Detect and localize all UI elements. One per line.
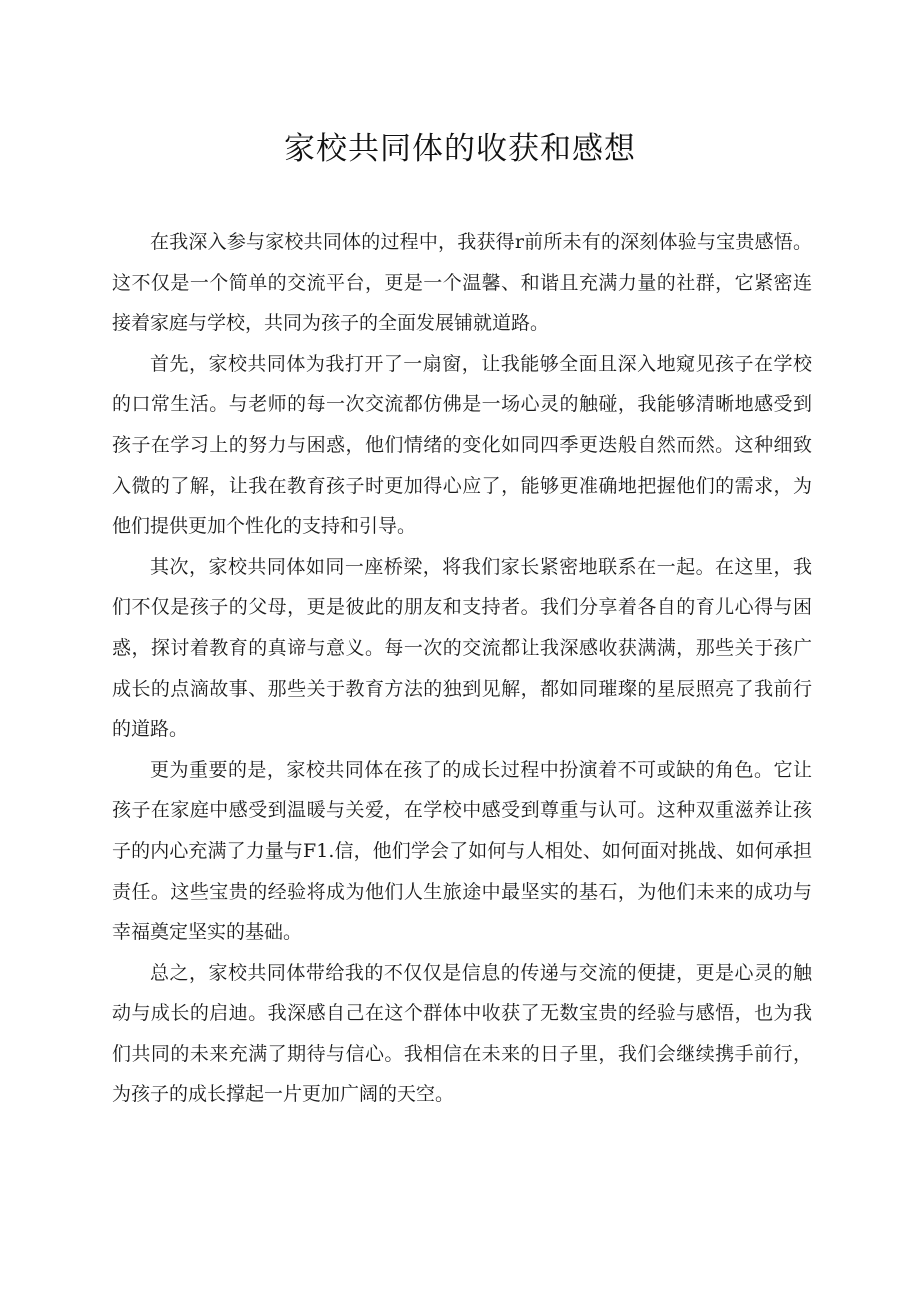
document-title: 家校共同体的收获和感想 [284,131,636,167]
paragraph-second: 其次，家校共同体如同一座桥梁，将我们家长紧密地联系在一起。在这里，我们不仅是孩子的父母，更是彼此的朋友和支持者。我们分享着各自的育儿心得与困惑，探讨着教育的真谛与意义。每一次的交流都让我深感收获满满，那些关于孩广成长的点滴故事、那些关于教育方法的独到见解，都如同璀璨的星辰照亮了我前行的道路。 [112,555,812,741]
paragraph-third: 更为重要的是，家校共同体在孩了的成长过程中扮演着不可或缺的角色。它让孩子在家庭中感受到温暖与关爱，在学校中感受到尊重与认可。这种双重滋养让孩子的内心充满了力量与F1.信，他们学会了如何与人相处、如何面对挑战、如何承担责任。这些宝贵的经验将成为他们人生旅途中最坚实的基石，为他们未来的成功与幸福奠定坚实的基础。 [112,758,812,944]
paragraph-conclusion: 总之，家校共同体带给我的不仅仅是信息的传递与交流的便捷，更是心灵的触动与成长的启迪。我深感自己在这个群体中收获了无数宝贵的经验与感悟，也为我们共同的未来充满了期待与信心。我相信在未来的日子里，我们会继续携手前行，为孩子的成长撑起一片更加广阔的天空。 [112,961,812,1106]
paragraph-first: 首先，家校共同体为我打开了一扇窗，让我能够全面且深入地窥见孩子在学校的口常生活。与老师的每一次交流都仿佛是一场心灵的触碰，我能够清晰地感受到孩子在学习上的努力与困惑，他们情绪的变化如同四季更迭般自然而然。这种细致入微的了解，让我在教育孩子时更加得心应了，能够更准确地把握他们的需求，为他们提供更加个性化的支持和引导。 [112,352,812,538]
document-body [112,222,812,1115]
paragraph-intro: 在我深入参与家校共同体的过程中，我获得r前所未有的深刻体验与宝贵感悟。这不仅是一个简单的交流平台，更是一个温馨、和谐且充满力量的社群，它紧密连接着家庭与学校，共同为孩子的全面发展铺就道路。 [112,231,812,335]
